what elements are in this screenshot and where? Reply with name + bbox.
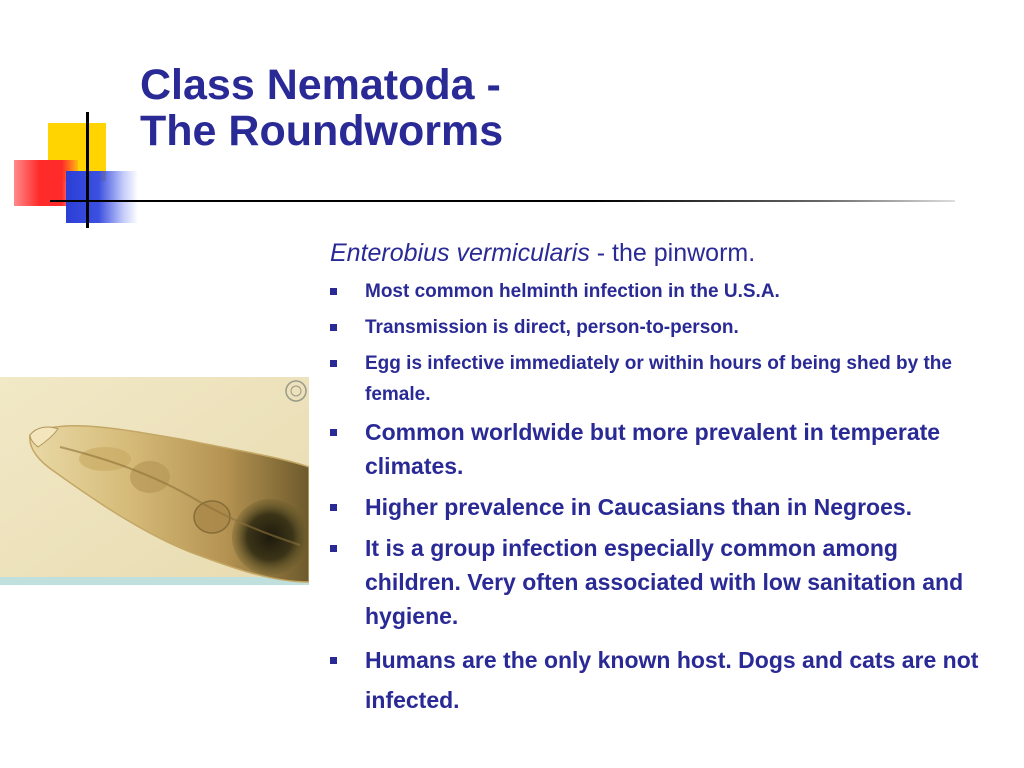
slide-title-line-2: The Roundworms: [140, 107, 504, 155]
decor-blue-square: [66, 171, 138, 223]
pinworm-micrograph: [0, 377, 309, 585]
title-divider-line: [50, 200, 955, 202]
list-item: [330, 312, 1000, 343]
bullet-square-icon: [330, 360, 337, 367]
bullet-text: Common worldwide but more prevalent in temperate climates.: [365, 419, 941, 479]
list-item: [330, 531, 1000, 633]
bullet-text: It is a group infection especially common among children. Very often associated with low sanitation and hygiene.: [365, 535, 964, 629]
list-item: [330, 490, 1000, 524]
bullet-text: Higher prevalence in Caucasians than in Negroes.: [365, 494, 913, 520]
bullet-text: Most common helminth infection in the U.S.A.: [365, 281, 780, 302]
bullet-square-icon: [330, 429, 337, 436]
list-item: [330, 276, 1000, 307]
bullet-list: [330, 276, 1000, 720]
species-name: Enterobius vermicularis: [330, 239, 590, 267]
slide-title-line-1: Class Nematoda -: [140, 61, 501, 109]
bullet-square-icon: [330, 324, 337, 331]
bullet-text: Humans are the only known host. Dogs and cats are not infected.: [365, 647, 979, 713]
bullet-square-icon: [330, 657, 337, 664]
list-item: [330, 348, 1000, 410]
pinworm-micrograph-drawing: [0, 377, 309, 585]
list-item: [330, 415, 1000, 483]
bullet-text: Transmission is direct, person-to-person.: [365, 317, 739, 338]
slide-title: [140, 62, 503, 154]
decor-vertical-line: [86, 112, 89, 228]
list-item: [330, 640, 1000, 720]
slide-content: [330, 236, 1000, 727]
bullet-text: Egg is infective immediately or within hours of being shed by the female.: [365, 353, 952, 405]
intro-period: .: [748, 239, 756, 267]
bullet-square-icon: [330, 545, 337, 552]
species-common-name: - the pinworm: [589, 239, 749, 267]
bullet-square-icon: [330, 504, 337, 511]
intro-line: [330, 236, 1000, 270]
bullet-square-icon: [330, 288, 337, 295]
